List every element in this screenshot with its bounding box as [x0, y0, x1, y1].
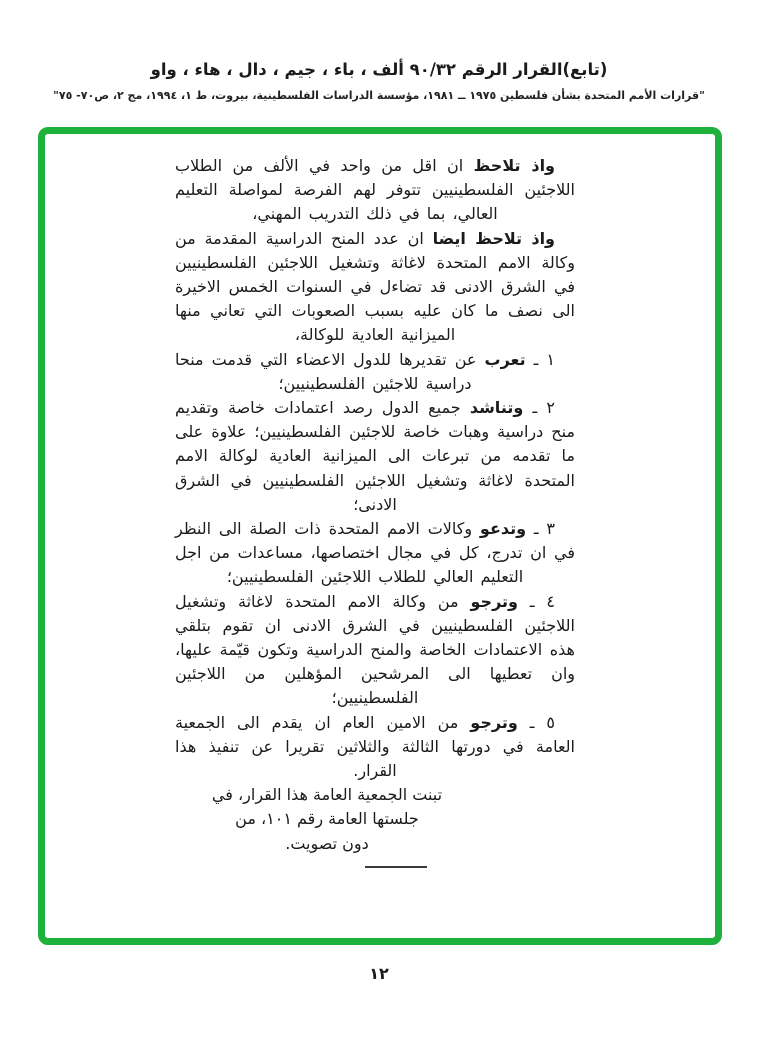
preamble-paragraph-2 — [175, 227, 575, 348]
paragraph-text: ان عدد المنح الدراسية المقدمة من وكالة الامم المتحدة لاغاثة وتشغيل اللاجئين الفلسطينيين في الشرق الادنى قد تضاءل في السنوات الخمس الاخيرة الى نصف ما كان عليه بسبب الصعوبات التي تعاني منها الميزانية العادية للوكالة، — [175, 228, 575, 345]
item-number: ٢ ـ — [523, 398, 556, 418]
operative-item-5 — [175, 711, 575, 784]
resolution-title: (تابع)القرار الرقم ٩٠/٣٢ ألف ، باء ، جيم ، دال ، هاء ، واو — [150, 60, 608, 79]
operative-item-3 — [175, 517, 575, 590]
item-number: ٣ ـ — [526, 519, 556, 539]
paragraph-lead: وترجو — [470, 712, 518, 732]
paragraph-lead: وتدعو — [479, 519, 527, 539]
page-header — [0, 60, 758, 102]
preamble-paragraph-1 — [175, 154, 575, 227]
page-number: ١٢ — [369, 964, 389, 983]
paragraph-text: وكالات الامم المتحدة ذات الصلة الى النظر في ان تدرج، كل في مجال اختصاصها، مساعدات من اجل التعليم العالي للطلاب اللاجئين الفلسطينيين؛ — [175, 519, 575, 587]
paragraph-lead: وترجو — [470, 591, 518, 611]
paragraph-lead: تعرب — [484, 349, 526, 369]
operative-item-4 — [175, 590, 575, 711]
item-number: ٤ ـ — [517, 591, 556, 611]
adoption-line: جلستها العامة رقم ١٠١، من — [235, 809, 419, 829]
operative-item-1 — [175, 348, 575, 396]
paragraph-text: ان اقل من واحد في الألف من الطلاب اللاجئين الفلسطينيين تتوفر لهم الفرصة لمواصلة التعليم العالي، بما في ذلك التدريب المهني، — [175, 156, 575, 224]
operative-item-2 — [175, 396, 575, 517]
source-citation: "قرارات الأمم المتحدة بشأن فلسطين ١٩٧٥ ــ ١٩٨١، مؤسسة الدراسات الفلسطينية، بيروت، ط ١، ١٩٩٤، مج ٢، ص٧٠- ٧٥" — [53, 89, 705, 102]
paragraph-lead: واذ تلاحظ — [473, 156, 556, 175]
resolution-text-column — [175, 154, 575, 868]
paragraph-lead: وتناشد — [469, 398, 524, 418]
end-divider — [365, 866, 427, 868]
adoption-line: دون تصويت. — [285, 833, 369, 853]
paragraph-text: عن تقديرها للدول الاعضاء التي قدمت منحا دراسية للاجئين الفلسطينيين؛ — [175, 349, 485, 393]
adoption-line: تبنت الجمعية العامة هذا القرار، في — [211, 785, 443, 805]
paragraph-lead: واذ تلاحظ ايضا — [432, 228, 555, 248]
paragraph-text: من وكالة الامم المتحدة لاغاثة وتشغيل اللاجئين الفلسطينيين في الشرق الادنى ان تقوم بتلقي هذه الاعتمادات الخاصة والمنح الدراسية وتكون قيّمة عليها، وان تعطيها الى المرشحين المؤهلين من اللاجئين الفلسطينيين؛ — [175, 591, 575, 708]
paragraph-text: من الامين العام ان يقدم الى الجمعية العامة في دورتها الثالثة والثلاثين تقريرا عن تنفيذ هذا القرار. — [175, 712, 575, 781]
item-number: ١ ـ — [525, 349, 556, 369]
paragraph-text: جميع الدول رصد اعتمادات خاصة وتقديم منح دراسية وهبات خاصة للاجئين الفلسطينيين؛ علاوة على ما تقدمه من تبرعات الى الميزانية العادية لوكالة الامم المتحدة لاغاثة وتشغيل اللاجئين الفلسطينيين في الشرق الادنى؛ — [175, 398, 575, 514]
adoption-note — [207, 783, 447, 856]
highlight-border-box — [38, 127, 722, 945]
item-number: ٥ ـ — [517, 712, 556, 732]
